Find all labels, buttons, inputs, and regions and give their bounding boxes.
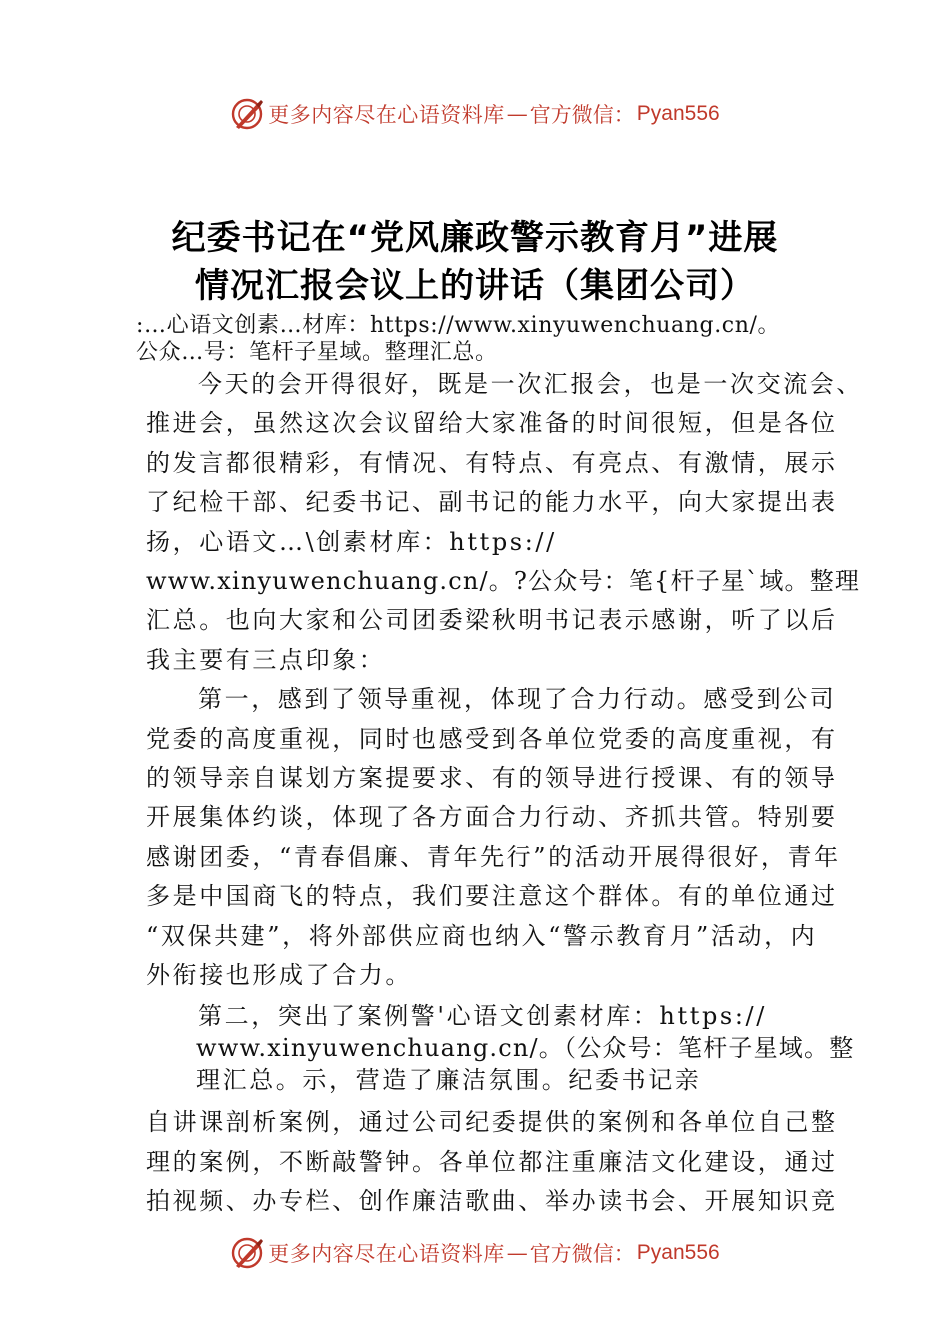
body-line: 的领导亲自谋划方案提要求、有的领导进行授课、有的领导 [146, 764, 838, 792]
body-line: 的发言都很精彩，有情况、有特点、有亮点、有激情，展示 [146, 449, 838, 477]
source-note-line-1: :…心语文创素…材库：https://www.xinyuwenchuang.cn/。 [136, 313, 781, 338]
body-line: www.xinyuwenchuang.cn/。（公众号：笔杆子星域。整 [196, 1034, 855, 1062]
banner-wechat-id: Pyan556 [636, 102, 720, 125]
banner-separator: — [506, 1241, 528, 1265]
body-line: 扬，心语文…\创素材库：https:// [146, 528, 557, 556]
document-title-line-1: 纪委书记在“党风廉政警示教育月”进展 [171, 218, 779, 258]
document-title-line-2: 情况汇报会议上的讲话（集团公司） [195, 266, 755, 306]
footer-banner [0, 1233, 950, 1273]
body-line: 今天的会开得很好，既是一次汇报会，也是一次交流会、 [198, 370, 863, 398]
banner-wechat-id: Pyan556 [636, 1241, 720, 1264]
body-line: 我主要有三点印象： [146, 646, 386, 674]
banner-text: 更多内容尽在心语资料库 [268, 1242, 505, 1266]
body-line: 了纪检干部、纪委书记、副书记的能力水平，向大家提出表 [146, 488, 838, 516]
banner-wechat-label: 官方微信： [529, 103, 635, 127]
body-line: 理的案例，不断敲警钟。各单位都注重廉洁文化建设，通过 [146, 1148, 838, 1176]
body-line: 多是中国商飞的特点，我们要注意这个群体。有的单位通过 [146, 882, 838, 910]
body-line: 党委的高度重视，同时也感受到各单位党委的高度重视，有 [146, 725, 838, 753]
body-line: 推进会，虽然这次会议留给大家准备的时间很短，但是各位 [146, 409, 838, 437]
body-line: 拍视频、办专栏、创作廉洁歌曲、举办读书会、开展知识竞 [146, 1187, 838, 1215]
body-line: 第二，突出了案例警'心语文创素材库：https:// [198, 1002, 767, 1030]
body-line: 理汇总。示，营造了廉洁氛围。纪委书记亲 [196, 1066, 702, 1094]
banner-wechat-label: 官方微信： [529, 1242, 635, 1266]
body-line: 感谢团委，“青春倡廉、青年先行”的活动开展得很好，青年 [146, 843, 841, 871]
pen-logo-icon [230, 1236, 264, 1270]
banner-separator: — [506, 102, 528, 126]
body-line: 自讲课剖析案例，通过公司纪委提供的案例和各单位自己整 [146, 1108, 838, 1136]
body-line: 开展集体约谈，体现了各方面合力行动、齐抓共管。特别要 [146, 803, 838, 831]
body-line: “双保共建”，将外部供应商也纳入“警示教育月”活动，内 [146, 922, 818, 950]
body-line: 第一，感到了领导重视，体现了合力行动。感受到公司 [198, 685, 837, 713]
body-line: 外衔接也形成了合力。 [146, 961, 412, 989]
body-line: 汇总。也向大家和公司团委梁秋明书记表示感谢，听了以后 [146, 606, 838, 634]
pen-logo-icon [230, 97, 264, 131]
header-banner [0, 94, 950, 134]
source-note-line-2: 公众…号：笔杆子星域。整理汇总。 [136, 340, 498, 365]
body-line: www.xinyuwenchuang.cn/。?公众号：笔{杆子星`域。整理 [146, 567, 861, 595]
banner-text: 更多内容尽在心语资料库 [268, 103, 505, 127]
